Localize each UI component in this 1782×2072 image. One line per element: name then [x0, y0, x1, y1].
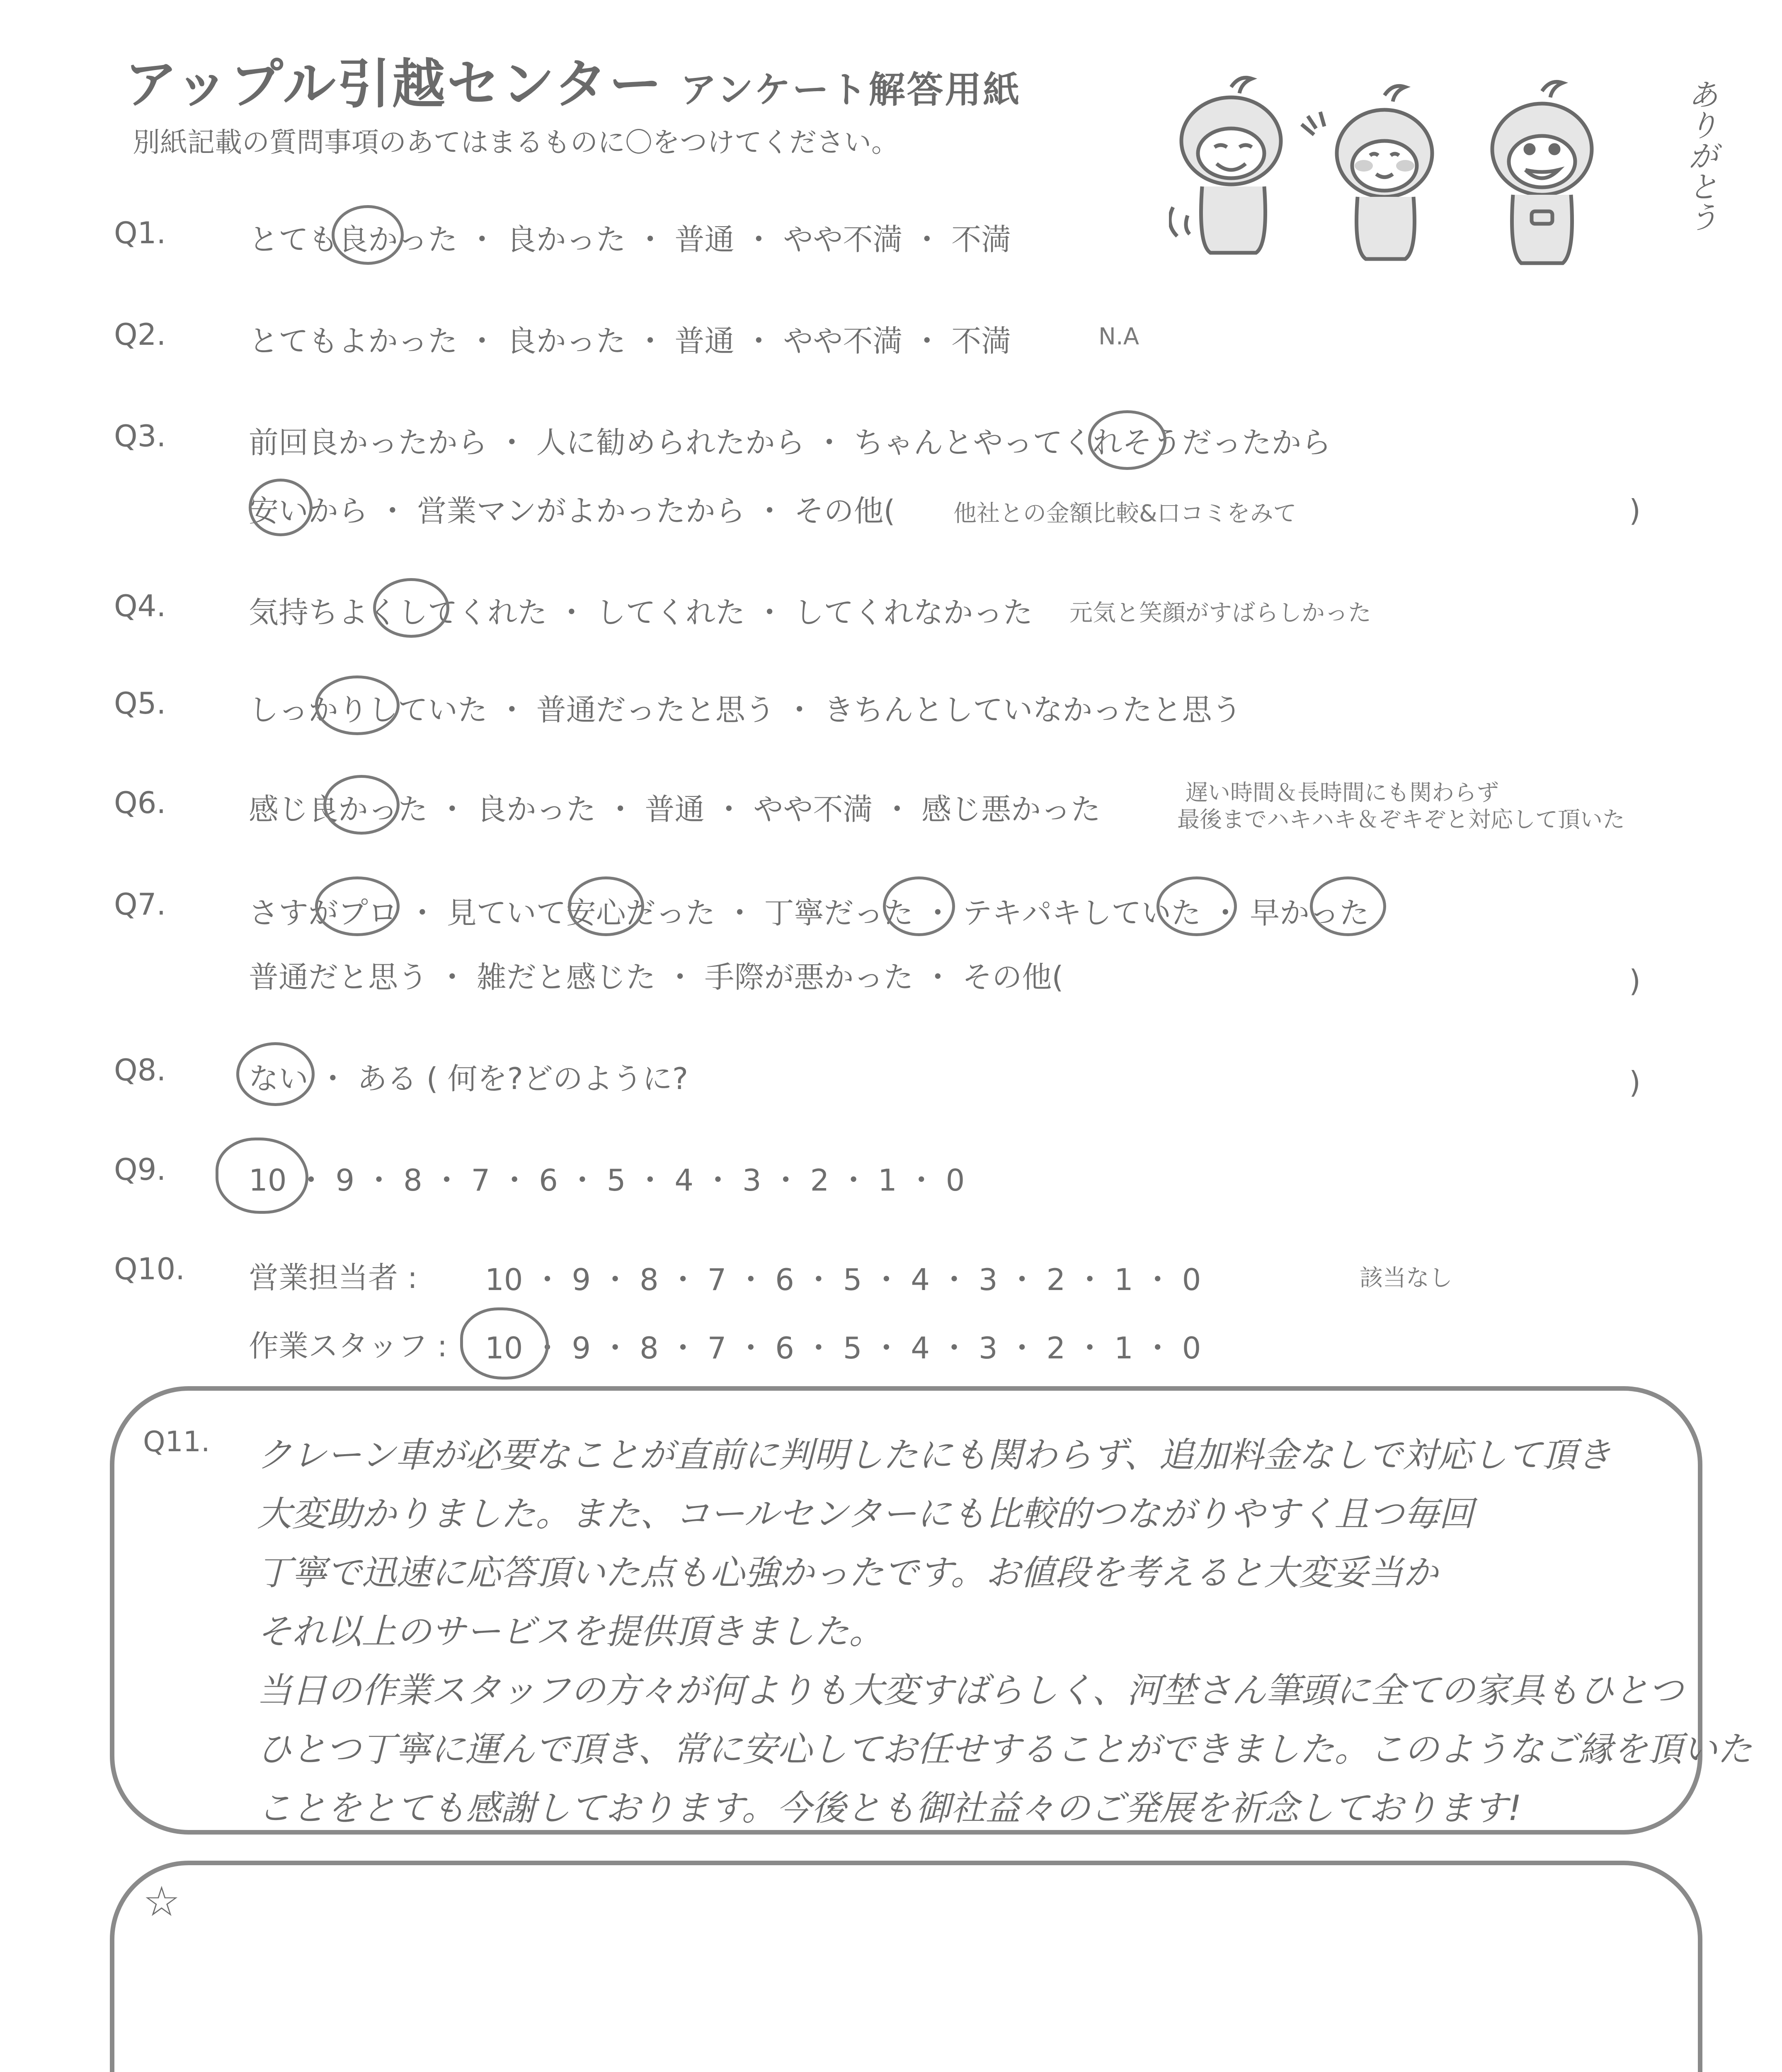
- q11-line-2: 大変助かりました。また、コールセンターにも比較的つながりやすく且つ毎回: [257, 1493, 1474, 1534]
- q1-label: Q1.: [114, 215, 166, 250]
- q11-line-7: ことをとても感謝しております。今後とも御社益々のご発展を祈念しております!: [257, 1788, 1522, 1828]
- q10-sales-handwritten-note: 該当なし: [1360, 1265, 1452, 1292]
- free-comment-box: [110, 1861, 1702, 2072]
- q2-options: とてもよかった ・ 良かった ・ 普通 ・ やや不満 ・ 不満: [249, 324, 1011, 358]
- q8-close-paren: ): [1629, 1065, 1641, 1100]
- q7-answer-circle-4: [1156, 876, 1237, 936]
- q1-options: とても良かった ・ 良かった ・ 普通 ・ やや不満 ・ 不満: [249, 222, 1011, 257]
- q11-line-5: 当日の作業スタッフの方々が何よりも大変すばらしく、河埜さん筆頭に全ての家具もひとつ: [257, 1670, 1683, 1711]
- q6-options: 感じ良かった ・ 良かった ・ 普通 ・ やや不満 ・ 感じ悪かった: [249, 792, 1101, 827]
- q10-sales-label: 営業担当者 :: [249, 1260, 418, 1295]
- q10-staff-scale: 10 ・ 9 ・ 8 ・ 7 ・ 6 ・ 5 ・ 4 ・ 3 ・ 2 ・ 1 ・ 0: [485, 1331, 1201, 1365]
- q7-options-line2: 普通だと思う ・ 雑だと感じた ・ 手際が悪かった ・ その他(: [249, 960, 1064, 995]
- q5-label: Q5.: [114, 686, 166, 721]
- q4-handwritten-note: 元気と笑顔がすばらしかった: [1069, 600, 1371, 627]
- monkey-mascots-illustration: [1169, 70, 1691, 286]
- q10-staff-label: 作業スタッフ :: [249, 1329, 448, 1363]
- q4-options: 気持ちよくしてくれた ・ してくれた ・ してくれなかった: [249, 595, 1033, 630]
- q6-handwritten-note-1: 遅い時間＆長時間にも関わらず: [1186, 779, 1499, 806]
- q3-options-line2: 安いから ・ 営業マンがよかったから ・ その他(: [249, 494, 895, 528]
- q4-label: Q4.: [114, 588, 166, 623]
- q3-handwritten-note: 他社との金額比較&口コミをみて: [953, 500, 1297, 527]
- q5-answer-circle: [315, 675, 400, 735]
- form-subtitle: アンケート解答用紙: [680, 68, 1021, 111]
- q7-label: Q7.: [114, 887, 166, 922]
- q11-handwritten-comment: [257, 1426, 1752, 1837]
- q4-answer-circle: [373, 578, 449, 638]
- q7-close-paren: ): [1629, 963, 1641, 998]
- q9-scale: 10 ・ 9 ・ 8 ・ 7 ・ 6 ・ 5 ・ 4 ・ 3 ・ 2 ・ 1 ・ 0: [249, 1163, 965, 1198]
- q10-label: Q10.: [114, 1251, 185, 1286]
- instruction-text: 別紙記載の質問事項のあてはまるものに〇をつけてください。: [133, 126, 899, 158]
- q7-answer-circle-1: [315, 876, 400, 936]
- star-icon: ☆: [143, 1877, 180, 1926]
- q11-label: Q11.: [143, 1426, 210, 1458]
- q10-staff-answer-flower-mark: [460, 1307, 549, 1380]
- page-title: [124, 41, 1021, 118]
- q2-label: Q2.: [114, 317, 166, 352]
- q5-options: しっかりしていた ・ 普通だったと思う ・ きちんとしていなかったと思う: [249, 692, 1242, 727]
- company-name: アップル引越センター: [124, 53, 664, 115]
- q11-line-4: それ以上のサービスを提供頂きました。: [257, 1611, 884, 1652]
- q8-label: Q8.: [114, 1053, 166, 1087]
- q8-options: ない ・ ある ( 何を?どのように?: [249, 1061, 689, 1096]
- q10-sales-scale: 10 ・ 9 ・ 8 ・ 7 ・ 6 ・ 5 ・ 4 ・ 3 ・ 2 ・ 1 ・ 0: [485, 1262, 1201, 1297]
- q11-line-6: ひとつ丁寧に運んで頂き、常に安心してお任せすることができました。このようなご縁を頂いた: [257, 1729, 1752, 1769]
- q9-label: Q9.: [114, 1152, 166, 1187]
- q7-answer-circle-2: [568, 876, 644, 936]
- q3-answer-circle-2: [249, 479, 313, 536]
- q6-label: Q6.: [114, 785, 166, 820]
- q3-options-line1: 前回良かったから ・ 人に勧められたから ・ ちゃんとやってくれそうだったから: [249, 425, 1331, 460]
- q11-line-1: クレーン車が必要なことが直前に判明したにも関わらず、追加料金なしで対応して頂き: [257, 1435, 1612, 1475]
- q1-answer-circle: [332, 205, 404, 265]
- q3-answer-circle-1: [1088, 410, 1166, 470]
- q3-label: Q3.: [114, 419, 166, 453]
- q2-handwritten-note: N.A: [1098, 323, 1139, 350]
- q6-answer-circle: [323, 775, 400, 835]
- q11-line-3: 丁寧で迅速に応答頂いた点も心強かったです。お値段を考えると大変妥当か: [257, 1552, 1438, 1593]
- q6-handwritten-note-2: 最後までハキハキ＆ぞキぞと対応して頂いた: [1177, 806, 1625, 833]
- q3-close-paren: ): [1629, 493, 1641, 528]
- q7-options-line1: さすがプロ ・ 見ていて安心だった ・ 丁寧だった ・ テキパキしていた ・ 早かった: [249, 896, 1370, 930]
- q7-answer-circle-5: [1310, 876, 1386, 936]
- q8-answer-circle: [236, 1042, 315, 1106]
- q7-answer-circle-3: [883, 876, 955, 936]
- q9-answer-flower-mark: [216, 1138, 308, 1214]
- thanks-text: ありがとう: [1683, 79, 1719, 232]
